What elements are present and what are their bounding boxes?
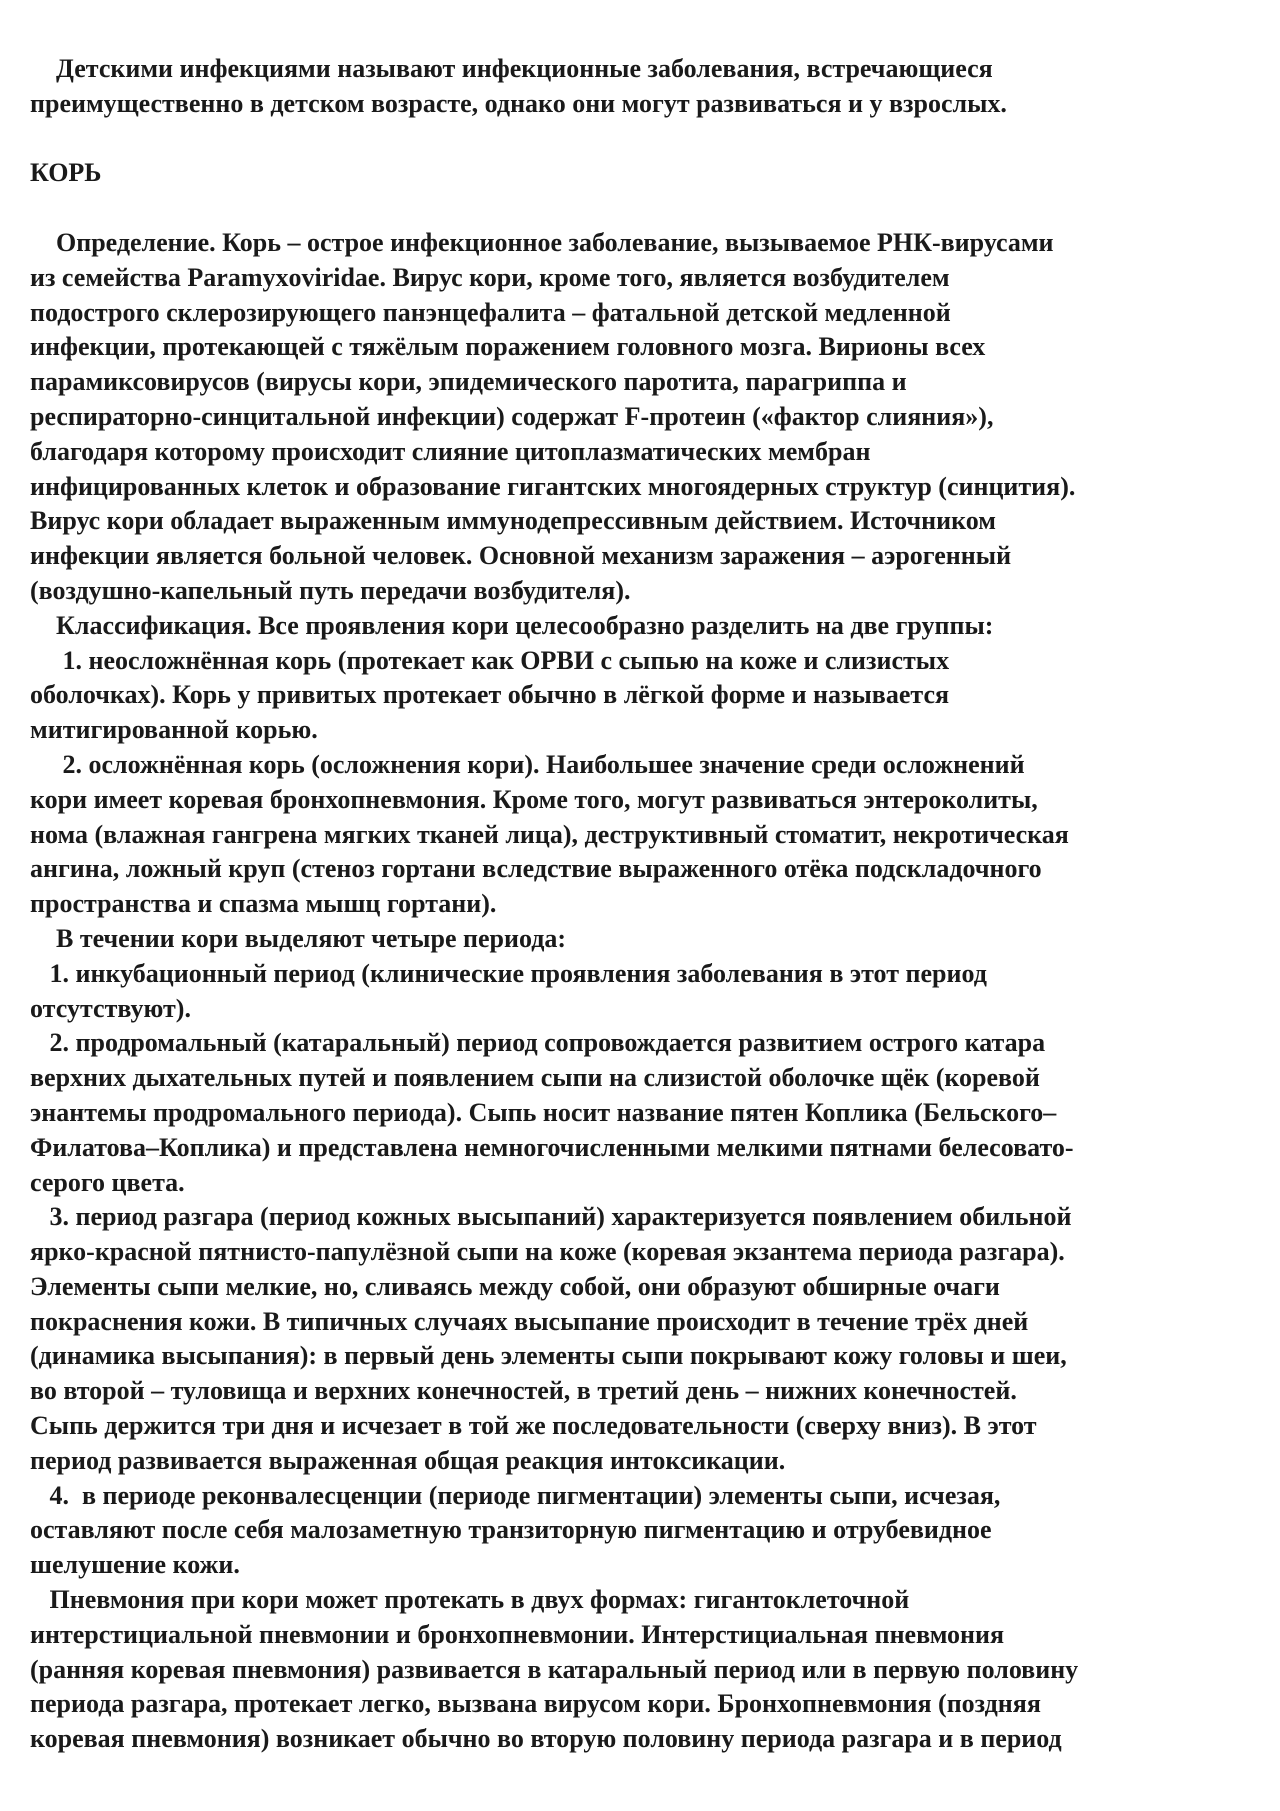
blank-line bbox=[30, 191, 1266, 226]
text-line: подострого склерозирующего панэнцефалита – фатальной детской медленной bbox=[30, 297, 951, 327]
intro-paragraph bbox=[30, 52, 1266, 122]
text-line: В течении кори выделяют четыре периода: bbox=[30, 923, 567, 953]
text-line: респираторно-синцитальной инфекции) содержат F-протеин («фактор слияния»), bbox=[30, 401, 994, 431]
pneumonia-paragraph bbox=[30, 1583, 1266, 1757]
text-line: шелушение кожи. bbox=[30, 1550, 240, 1580]
period-item-3 bbox=[30, 1200, 1266, 1478]
text-line: энантемы продромального периода). Сыпь носит название пятен Коплика (Бельского– bbox=[30, 1097, 1057, 1127]
text-line: оставляют после себя малозаметную транзиторную пигментацию и отрубевидное bbox=[30, 1515, 992, 1545]
text-line: митигированной корью. bbox=[30, 715, 318, 745]
text-line: 2. продромальный (катаральный) период сопровождается развитием острого катара bbox=[30, 1028, 1046, 1058]
heading-text: КОРЬ bbox=[30, 158, 102, 188]
text-line: (воздушно-капельный путь передачи возбудителя). bbox=[30, 575, 631, 605]
text-line: 3. период разгара (период кожных высыпаний) характеризуется появлением обильной bbox=[30, 1202, 1072, 1232]
text-line: нома (влажная гангрена мягких тканей лица), деструктивный стоматит, некротическая bbox=[30, 819, 1069, 849]
classification-item-1 bbox=[30, 644, 1266, 748]
text-line: серого цвета. bbox=[30, 1167, 185, 1197]
text-line: Вирус кори обладает выраженным иммунодепрессивным действием. Источником bbox=[30, 506, 996, 536]
text-line: пространства и спазма мышц гортани). bbox=[30, 889, 497, 919]
text-line: оболочках). Корь у привитых протекает обычно в лёгкой форме и называется bbox=[30, 680, 950, 710]
text-line: (ранняя коревая пневмония) развивается в катаральный период или в первую половину bbox=[30, 1654, 1079, 1684]
text-line: кори имеет коревая бронхопневмония. Кроме того, могут развиваться энтероколиты, bbox=[30, 784, 1038, 814]
text-line: Детскими инфекциями называют инфекционные заболевания, встречающиеся bbox=[30, 54, 993, 83]
period-item-2 bbox=[30, 1026, 1266, 1200]
period-item-4 bbox=[30, 1479, 1266, 1583]
text-line: 2. осложнённая корь (осложнения кори). Наибольшее значение среди осложнений bbox=[30, 749, 1025, 779]
definition-paragraph bbox=[30, 226, 1266, 609]
text-line: (динамика высыпания): в первый день элементы сыпи покрывают кожу головы и шеи, bbox=[30, 1341, 1067, 1371]
text-line: периода разгара, протекает легко, вызвана вирусом кори. Бронхопневмония (поздняя bbox=[30, 1689, 1041, 1719]
text-line: Определение. Корь – острое инфекционное заболевание, вызываемое РНК-вирусами bbox=[30, 227, 1054, 257]
periods-intro-paragraph bbox=[30, 922, 1266, 957]
text-line: Пневмония при кори может протекать в двух формах: гигантоклеточной bbox=[30, 1585, 910, 1615]
text-line: инфекции, протекающей с тяжёлым поражением головного мозга. Вирионы всех bbox=[30, 332, 986, 362]
document-page bbox=[30, 52, 1266, 1757]
text-line: период развивается выраженная общая реакция интоксикации. bbox=[30, 1445, 786, 1475]
text-line: Сыпь держится три дня и исчезает в той же последовательности (сверху вниз). В этот bbox=[30, 1411, 1037, 1441]
period-item-1 bbox=[30, 957, 1266, 1027]
text-line: ярко-красной пятнисто-папулёзной сыпи на коже (коревая экзантема периода разгара). bbox=[30, 1237, 1065, 1267]
text-line: отсутствуют). bbox=[30, 993, 191, 1023]
text-line: интерстициальной пневмонии и бронхопневмонии. Интерстициальная пневмония bbox=[30, 1619, 1005, 1649]
text-line: верхних дыхательных путей и появлением сыпи на слизистой оболочке щёк (коревой bbox=[30, 1063, 1040, 1093]
text-line: из семейства Paramyxoviridae. Вирус кори, кроме того, является возбудителем bbox=[30, 262, 950, 292]
text-line: преимущественно в детском возрасте, однако они могут развиваться и у взрослых. bbox=[30, 88, 1007, 118]
text-line: 1. инкубационный период (клинические проявления заболевания в этот период bbox=[30, 958, 987, 988]
text-line: Классификация. Все проявления кори целесообразно разделить на две группы: bbox=[30, 610, 994, 640]
text-line: во второй – туловища и верхних конечностей, в третий день – нижних конечностей. bbox=[30, 1376, 1017, 1406]
text-line: 1. неосложнённая корь (протекает как ОРВИ с сыпью на коже и слизистых bbox=[30, 645, 950, 675]
text-line: ангина, ложный круп (стеноз гортани вследствие выраженного отёка подскладочного bbox=[30, 854, 1042, 884]
text-line: благодаря которому происходит слияние цитоплазматических мембран bbox=[30, 436, 871, 466]
blank-line bbox=[30, 122, 1266, 157]
classification-paragraph bbox=[30, 609, 1266, 644]
text-line: покраснения кожи. В типичных случаях высыпание происходит в течение трёх дней bbox=[30, 1306, 1029, 1336]
text-line: Элементы сыпи мелкие, но, сливаясь между собой, они образуют обширные очаги bbox=[30, 1271, 1000, 1301]
text-line: Филатова–Коплика) и представлена немногочисленными мелкими пятнами белесовато- bbox=[30, 1132, 1074, 1162]
section-heading bbox=[30, 156, 1266, 191]
text-line: 4. в периоде реконвалесценции (периоде пигментации) элементы сыпи, исчезая, bbox=[30, 1480, 1001, 1510]
text-line: инфицированных клеток и образование гигантских многоядерных структур (синцития). bbox=[30, 471, 1076, 501]
text-line: парамиксовирусов (вирусы кори, эпидемического паротита, парагриппа и bbox=[30, 367, 907, 397]
text-line: коревая пневмония) возникает обычно во вторую половину периода разгара и в период bbox=[30, 1724, 1062, 1754]
text-line: инфекции является больной человек. Основной механизм заражения – аэрогенный bbox=[30, 541, 1012, 571]
classification-item-2 bbox=[30, 748, 1266, 922]
